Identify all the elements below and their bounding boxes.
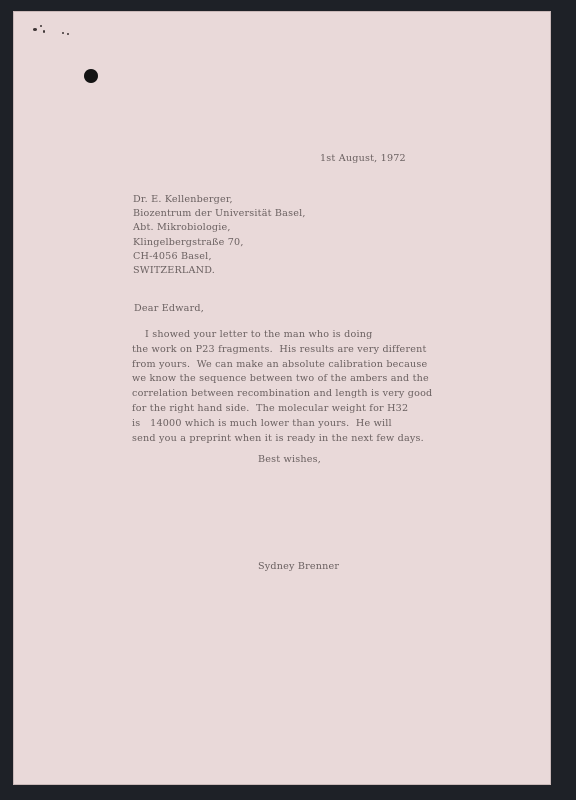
address-line: Dr. E. Kellenberger, [133,194,233,205]
address-line: Biozentrum der Universität Basel, [133,208,306,220]
body-line: send you a preprint when it is ready in the next few days. [132,432,424,444]
punch-hole [84,69,98,83]
body-line: I showed your letter to the man who is doing [132,329,373,340]
body-line: from yours. We can make an absolute calibration because [132,358,428,370]
body-line: the work on P23 fragments. His results are very different [132,343,427,355]
recipient-address [133,193,306,278]
letter-paper [13,11,551,785]
body-line: is 14000 which is much lower than yours. He will [132,417,392,429]
closing: Best wishes, [258,454,321,465]
address-line: CH-4056 Basel, [133,250,212,262]
ink-specks [29,21,79,41]
body-line: for the right hand side. The molecular weight for H32 [132,402,409,414]
address-line: Klingelbergstraße 70, [133,236,244,248]
salutation: Dear Edward, [134,303,204,314]
address-line: SWITZERLAND. [133,265,216,277]
signature-name: Sydney Brenner [258,561,340,572]
address-line: Abt. Mikrobiologie, [133,222,231,234]
letter-body [132,328,432,446]
body-line: correlation between recombination and length is very good [132,388,433,400]
letter-date: 1st August, 1972 [320,153,406,164]
body-line: we know the sequence between two of the ambers and the [132,373,429,385]
